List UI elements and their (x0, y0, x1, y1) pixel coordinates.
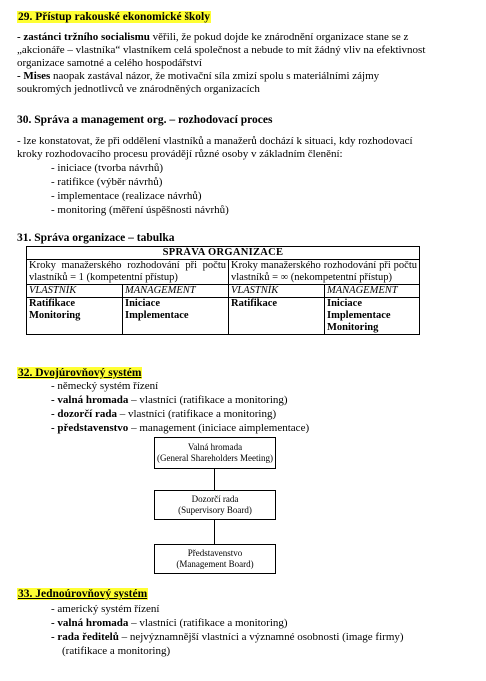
diagram-box-title: Valná hromada (187, 442, 243, 452)
table-title: SPRÁVA ORGANIZACE (27, 247, 420, 260)
s29-line-1 (17, 31, 408, 44)
diagram-connector-2 (214, 519, 215, 544)
s30-para-line-2: kroky rozhodovacího procesu provádějí různé osoby v základním členění: (17, 148, 343, 160)
s30-item-1: - iniciace (tvorba návrhů) (51, 162, 164, 174)
s33-item-rest: – nejvýznamnější vlastníci a významné osobnosti (image firmy) (118, 631, 404, 643)
s33-item-rest: – vlastníci (ratifikace a monitoring) (128, 617, 288, 629)
s32-item-4 (51, 422, 309, 435)
diagram-box-subtitle: (General Shareholders Meeting) (157, 453, 273, 463)
heading-32 (17, 367, 142, 380)
s33-item-1 (51, 603, 159, 616)
table-cell-owner-1 (27, 298, 123, 335)
table-left-desc: Kroky manažerského rozhodování při počtu vlastníků = 1 (kompetentní přístup) (27, 260, 229, 285)
table-cell-owner-2 (229, 298, 325, 335)
diagram-connector-1 (214, 468, 215, 490)
s32-item-2 (51, 394, 288, 407)
heading-29 (17, 11, 211, 24)
s29-line-2: „akcionáře – vlastníka“ vlastníkem celá společnost a nebude to mít žádný vliv na efektivnost (17, 44, 426, 56)
s33-item-bold: - rada ředitelů (51, 631, 119, 643)
s32-item-bold: - představenstvo (51, 422, 129, 434)
table-cell-text: Implementace (327, 310, 391, 321)
s33-item-bold: - valná hromada (51, 617, 129, 629)
s30-item-4: - monitoring (měření úspěšnosti návrhů) (51, 204, 229, 216)
s32-item-1 (51, 380, 158, 393)
s32-item-rest: - německý systém řízení (51, 380, 159, 392)
s29-l4-rest: naopak zastával názor, že motivační síla zmizí spolu s materiálními zájmy (50, 70, 380, 82)
table-cell-text: Monitoring (327, 322, 379, 333)
table-label-management-2: MANAGEMENT (325, 285, 420, 298)
s29-line-5: soukromých jednotlivců ve znárodněných organizacích (17, 83, 260, 95)
s30-item-2: - ratifikce (výběr návrhů) (51, 176, 163, 188)
diagram-box-supervisory-board (154, 490, 276, 520)
s29-line-4 (17, 70, 379, 83)
governance-table (26, 246, 420, 335)
s32-item-rest: – management (iniciace aimplementace) (128, 422, 310, 434)
table-cell-text: Iniciace (327, 298, 362, 309)
heading-29-text: 29. Přístup rakouské ekonomické školy (18, 11, 211, 23)
heading-33-text: 33. Jednoúrovňový systém (18, 588, 148, 600)
diagram-box-management-board (154, 544, 276, 574)
table-cell-text: Monitoring (29, 310, 81, 321)
heading-30-text: 30. Správa a management org. – rozhodovací proces (17, 114, 273, 126)
table-label-owner-1: VLASTNÍK (27, 285, 123, 298)
heading-30 (17, 114, 272, 127)
diagram-box-subtitle: (Supervisory Board) (178, 505, 252, 515)
s29-line-3: organizace samotné a celého hospodářství (17, 57, 202, 69)
table-cell-management-1 (123, 298, 229, 335)
s29-l4-bold: - Mises (17, 70, 51, 82)
heading-33 (17, 588, 148, 601)
table-cell-text: Ratifikace (231, 298, 278, 309)
s32-item-3 (51, 408, 276, 421)
s32-item-bold: - dozorčí rada (51, 408, 117, 420)
table-right-desc: Kroky manažerského rozhodování při počtu vlastníků = ∞ (nekompetentní přístup) (229, 260, 420, 285)
table-label-management-1: MANAGEMENT (123, 285, 229, 298)
table-cell-text: Implementace (125, 310, 189, 321)
s32-item-rest: – vlastníci (ratifikace a monitoring) (128, 394, 288, 406)
s32-item-bold: - valná hromada (51, 394, 129, 406)
diagram-box-shareholders-meeting (154, 437, 276, 469)
s29-l1-rest: věřili, že pokud dojde ke znárodnění organizace stane se z (149, 31, 409, 43)
s33-item-3-continued: (ratifikace a monitoring) (62, 645, 171, 657)
table-cell-text: Ratifikace (29, 298, 76, 309)
s33-item-3 (51, 631, 404, 644)
s30-para-line-1: - lze konstatovat, že při oddělení vlastníků a manažerů dochází k situaci, kdy rozhodovací (17, 135, 413, 147)
diagram-box-subtitle: (Management Board) (176, 559, 254, 569)
diagram-box-title: Představenstvo (187, 548, 243, 558)
s32-item-rest: – vlastníci (ratifikace a monitoring) (116, 408, 277, 420)
s29-l1-bold: - zastánci tržního socialismu (17, 31, 150, 43)
s30-item-3: - implementace (realizace návrhů) (51, 190, 202, 202)
heading-31 (17, 232, 175, 245)
table-cell-management-2 (325, 298, 420, 335)
diagram-box-title: Dozorčí rada (191, 494, 239, 504)
heading-31-text: 31. Správa organizace – tabulka (17, 232, 175, 244)
s33-item-rest: - americký systém řízení (51, 603, 160, 615)
s33-item-2 (51, 617, 288, 630)
table-label-owner-2: VLASTNÍK (229, 285, 325, 298)
table-cell-text: Iniciace (125, 298, 160, 309)
heading-32-text: 32. Dvojúrovňový systém (18, 367, 142, 379)
